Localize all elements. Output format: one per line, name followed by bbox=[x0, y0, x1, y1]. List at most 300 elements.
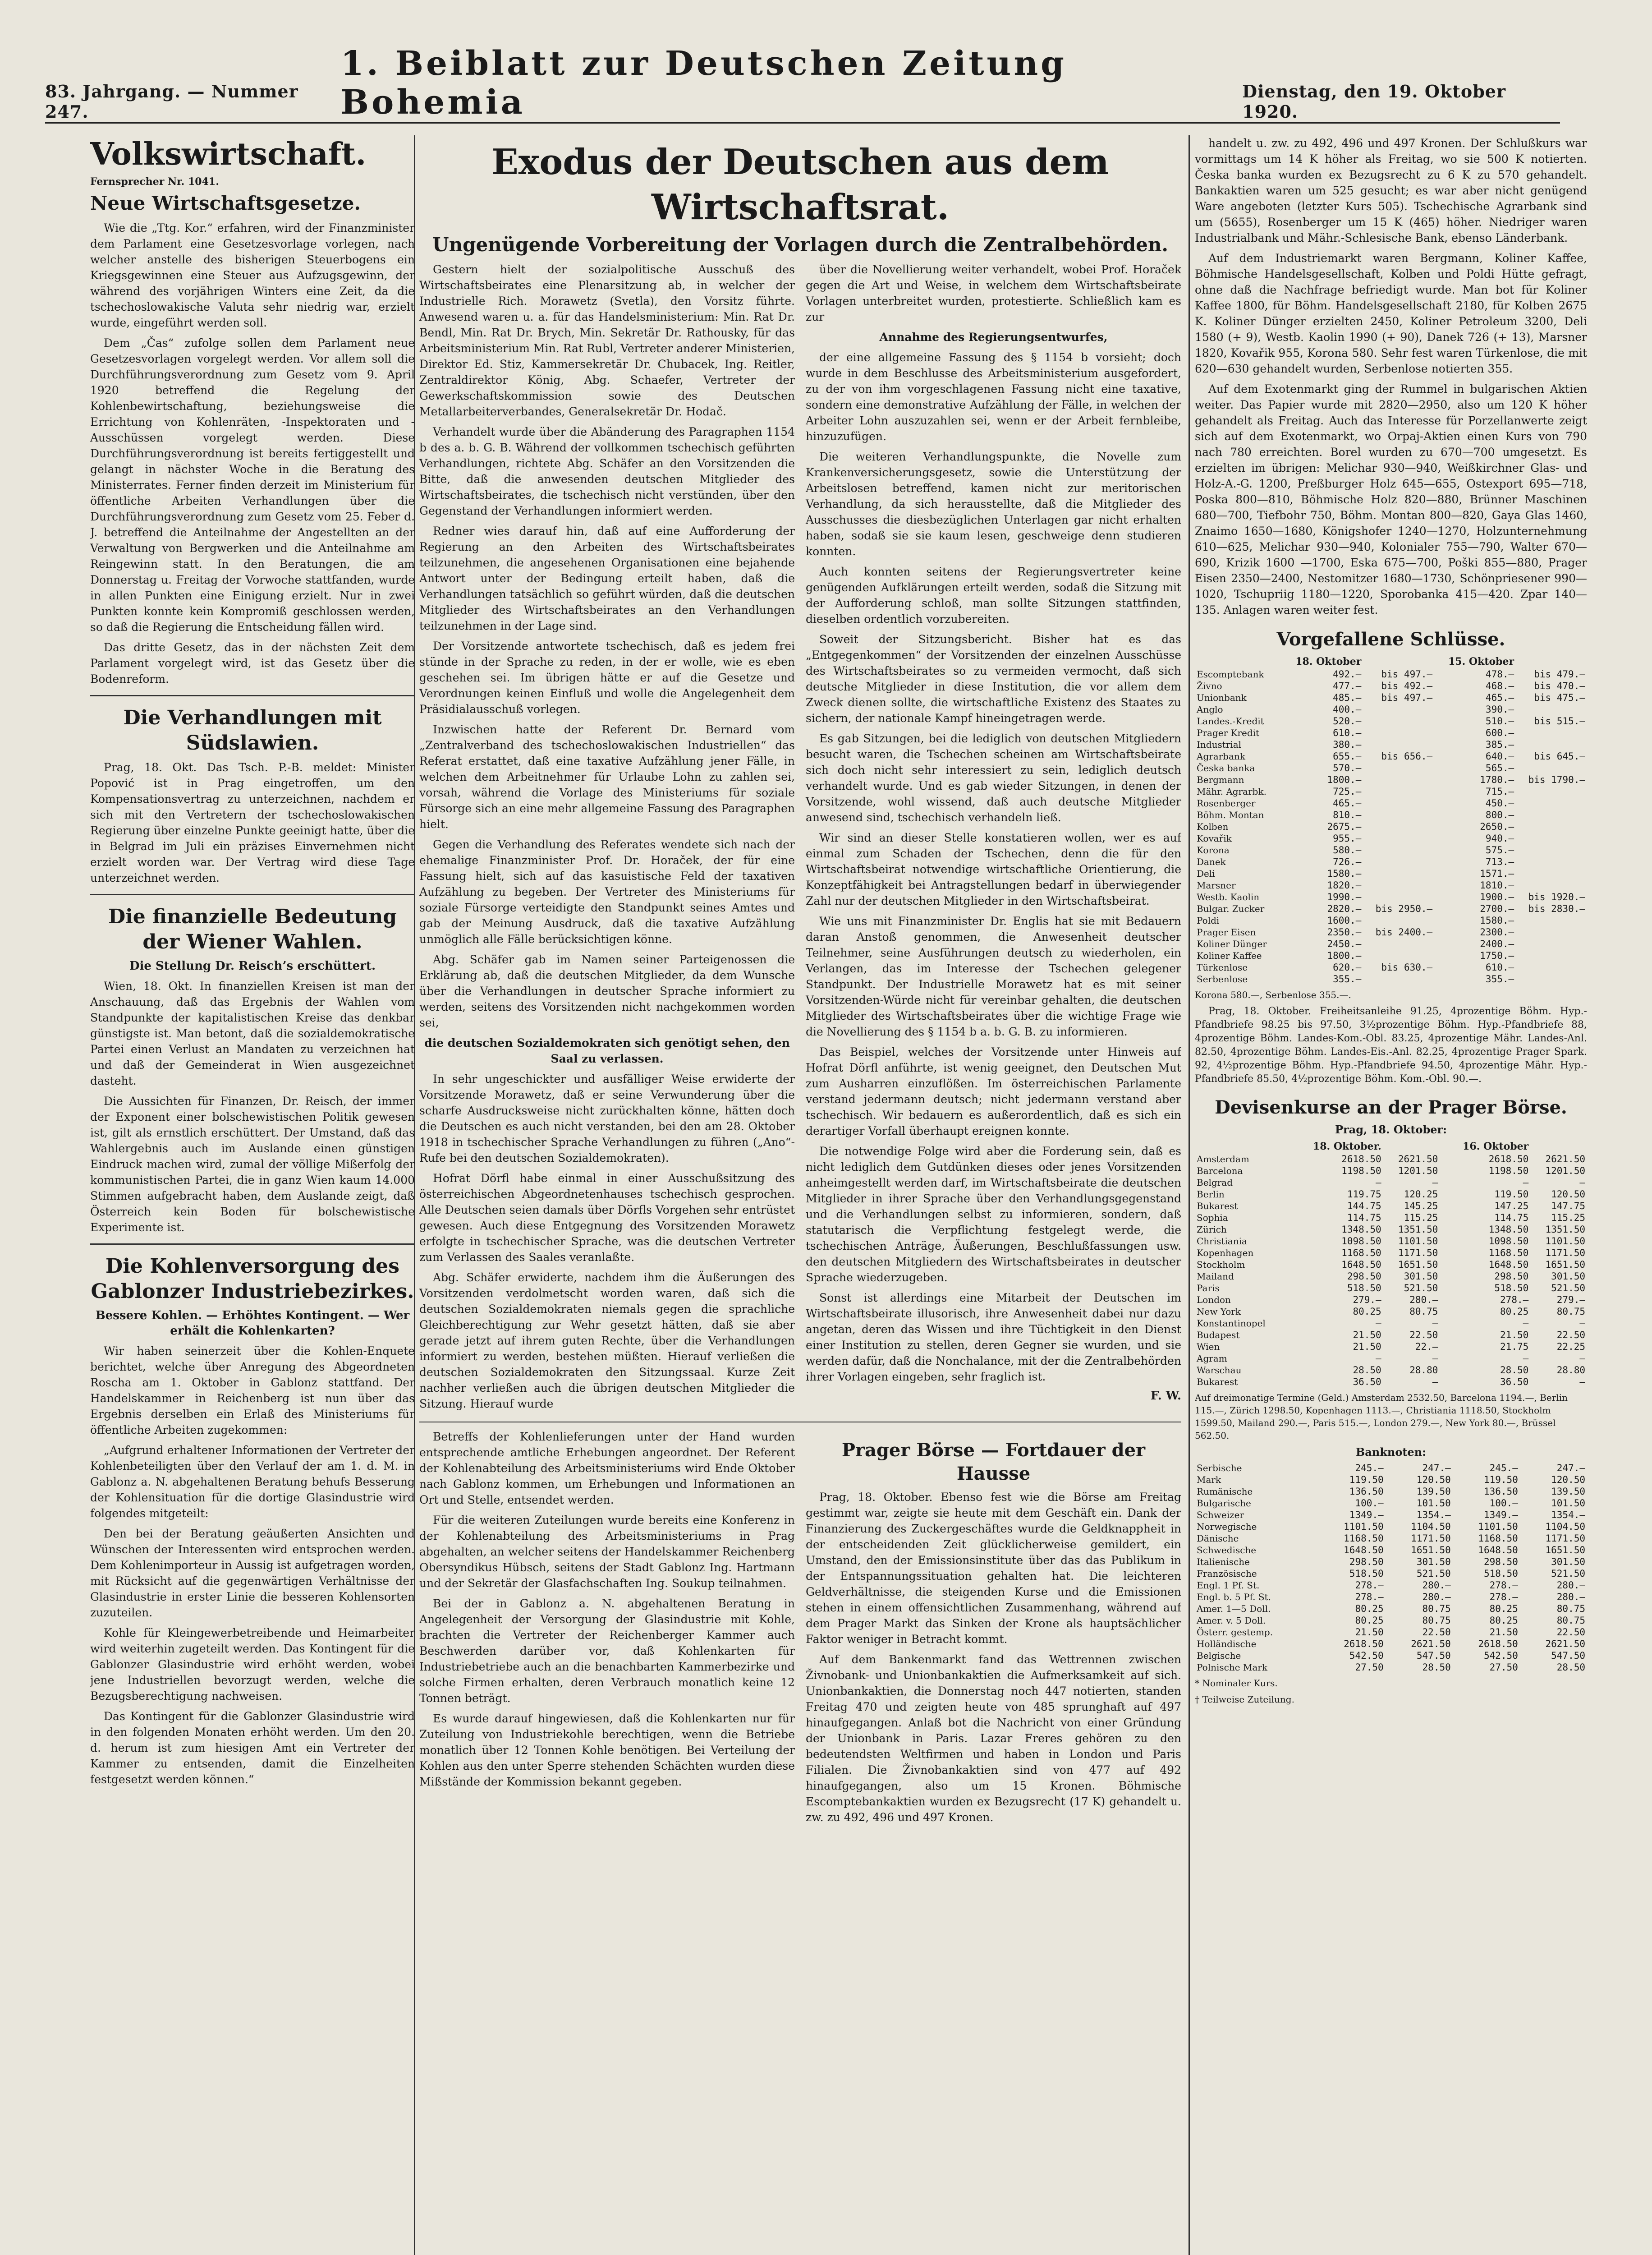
table-row bbox=[1195, 1579, 1587, 1591]
row-label: Schwedische bbox=[1197, 1545, 1257, 1555]
table-cell: 355.— bbox=[1485, 974, 1514, 985]
table-cell: bis 479.— bbox=[1534, 669, 1585, 680]
table-cell: 355.— bbox=[1333, 974, 1362, 985]
table-row bbox=[1195, 938, 1587, 950]
table-cell: 1101.50 bbox=[1478, 1521, 1518, 1532]
masthead bbox=[45, 44, 1560, 124]
table-row bbox=[1195, 1224, 1587, 1235]
table-cell: — bbox=[1432, 1318, 1438, 1329]
table-row bbox=[1195, 1364, 1587, 1376]
table-row bbox=[1195, 1568, 1587, 1579]
table-row bbox=[1195, 903, 1587, 915]
paragraph: Das Kontingent für die Gablonzer Glasindustrie wird in den folgenden Monaten erhöht werden. Um den 20. d. herum ist zum hiesigen Amt ein Vertreter der Kammer zu entsenden, damit die Einzelheiten festgesetzt werden können.“ bbox=[90, 1710, 415, 1786]
row-label: Industrial bbox=[1197, 739, 1242, 750]
table-cell: 465.— bbox=[1485, 692, 1514, 703]
paragraph: Bei der in Gablonz a. N. abgehaltenen Beratung in Angelegenheit der Versorgung der Glasindustrie mit Kohle, brachten die Vertreter der Reichenberger Kammer auch Beschwerden darüber vor, daß Kohlenkarten für Industriebetriebe auch an die benachbarten Kammerbezirke und solche Firmen erhalten, deren Verbrauch monatlich keine 12 Tonnen beträgt. bbox=[419, 1597, 795, 1705]
table-cell: 301.50 bbox=[1416, 1556, 1451, 1567]
table-cell bbox=[1363, 844, 1434, 856]
table-cell: 1349.— bbox=[1349, 1509, 1384, 1520]
table-row bbox=[1195, 1212, 1587, 1224]
table-row bbox=[1195, 821, 1587, 833]
paragraph: Redner wies darauf hin, daß auf eine Aufforderung der Regierung an den Arbeiten des Wirtschaftsbeirates teilzunehmen, die angesehenen Organisationen eine bejahende Antwort unter der Bedingung erteilt haben, daß die Verhandlungen tatsächlich so geführt würden, daß die deutschen Mitglieder des Wirtschaftsbeirates an den Verhandlungen teilzunehmen in der Lage sind. bbox=[419, 525, 795, 632]
row-label: Bukarest bbox=[1197, 1376, 1238, 1387]
paragraph: Dem „Čas“ zufolge sollen dem Parlament neue Gesetzesvorlagen vorgelegt werden. Vor allem soll die Durchführungsverordnung zum Gesetz vom 9. April 1920 betreffend die Regelung der Kohlenbewirtschaftung, beziehungsweise die Errichtung von Kohlenräten, -Inspektoraten und -Ausschüssen vorgelegt werden. Diese Durchführungsverordnung ist bereits fertiggestellt und gelangt in nächster Woche in die Beratung des Ministerrates. Ferner finden derzeit im Ministerium für öffentliche Arbeiten Verhandlungen über die Durchführungsverordnung zum Gesetz vom 25. Feber d. J. betreffend die Anteilnahme der Angestellten an der Verwaltung von Bergwerken und die Anteilnahme am Reingewinn statt. In den Beratungen, die am Donnerstag u. Freitag der Vorwoche stattfanden, wurde in allen Punkten eine Einigung erzielt. Nur in zwei Punkten konnte kein Kompromiß geschlossen werden, so daß die Regierung die Entscheidung fällen wird. bbox=[90, 336, 415, 634]
table-cell: — bbox=[1523, 1177, 1529, 1188]
table-cell: 101.50 bbox=[1551, 1498, 1585, 1509]
emphasis-line: Annahme des Regierungsentwurfes, bbox=[879, 331, 1108, 344]
paragraph: Wien, 18. Okt. In finanziellen Kreisen ist man der Anschauung, daß das Ergebnis der Wahlen vom Standpunkte der kapitalistischen Kreise das denkbar günstigste ist. Man betont, daß die sozialdemokratische Partei einen Verlust an Mandaten zu verzeichnen hat und daß der Gemeinderat in Wien ausgezeichnet dasteht. bbox=[90, 980, 415, 1087]
table-cell: 115.25 bbox=[1404, 1212, 1438, 1223]
table-cell: 520.— bbox=[1333, 716, 1362, 727]
table-cell: 247.— bbox=[1556, 1463, 1585, 1473]
table-cell: 521.50 bbox=[1404, 1283, 1438, 1293]
paragraph: der eine allgemeine Fassung des § 1154 b vorsieht; doch wurde in dem Beschlusse des Arbeitsministerium ausgefordert, zu der von ihm vorgeschlagenen Fassung nicht eine taxative, sondern eine demonstrative Aufzählung der Fälle, in welchen der Arbeiter Lohn auszuzahlen sei, wenn er der Arbeit fernbleibe, hinzuzufügen. bbox=[806, 351, 1181, 443]
table-cell: 28.80 bbox=[1409, 1365, 1438, 1376]
table-cell bbox=[1516, 704, 1587, 715]
table-cell: 575.— bbox=[1485, 845, 1514, 856]
table-cell: 1171.50 bbox=[1545, 1247, 1585, 1258]
table-cell: 1104.50 bbox=[1545, 1521, 1585, 1532]
table-cell: 518.50 bbox=[1349, 1568, 1384, 1579]
table-cell: 2618.50 bbox=[1478, 1638, 1518, 1649]
table-cell: 279.— bbox=[1556, 1294, 1585, 1305]
table-cell: 80.75 bbox=[1422, 1603, 1451, 1614]
closing-prices-table bbox=[1195, 655, 1587, 985]
paragraph: Kohle für Kleingewerbetreibende und Heimarbeiter wird weiterhin zugeteilt werden. Das Kontingent für die Gablonzer Glasindustrie wird erhöht werden, wobei jene Industriellen bevorzugt werden, welche die Bezugsberechtigung nachweisen. bbox=[90, 1626, 415, 1703]
table-row bbox=[1195, 915, 1587, 926]
row-label: Christiania bbox=[1197, 1236, 1247, 1247]
row-label: Österr. gestemp. bbox=[1197, 1627, 1273, 1638]
row-label: Česka banka bbox=[1197, 763, 1255, 773]
table-row bbox=[1195, 1544, 1587, 1556]
paragraph: In sehr ungeschickter und ausfälliger Weise erwiderte der Vorsitzende Morawetz, daß er seine Verwunderung über die scharfe Ausdrucksweise nicht zurückhalten könne, hätten doch die Deutschen es auch nicht verstanden, bei den am 28. Oktober 1918 in tschechischer Sprache Verhandlungen zu führen („Ano“-Rufe bei den deutschen Sozialdemokraten). bbox=[419, 1072, 795, 1164]
lower-columns bbox=[419, 1429, 1181, 1830]
article-body bbox=[90, 220, 415, 687]
table-cell: 1198.50 bbox=[1488, 1165, 1529, 1176]
table-row bbox=[1195, 680, 1587, 692]
column-economy bbox=[90, 135, 415, 2255]
table-cell bbox=[1363, 938, 1434, 950]
table-cell: 2618.50 bbox=[1341, 1154, 1381, 1164]
headline: Exodus der Deutschen aus dem Wirtschaftsrat. bbox=[491, 142, 1109, 228]
table-cell: 1101.50 bbox=[1545, 1236, 1585, 1247]
table-cell: bis 645.— bbox=[1534, 751, 1585, 762]
table-cell: 940.— bbox=[1485, 833, 1514, 844]
row-label: Rosenberger bbox=[1197, 798, 1256, 809]
table-row bbox=[1195, 1177, 1587, 1188]
column-markets bbox=[1195, 135, 1587, 2255]
table-row bbox=[1195, 891, 1587, 903]
table-cell: 301.50 bbox=[1404, 1271, 1438, 1282]
article-title: Prager Börse — Fortdauer der Hausse bbox=[841, 1440, 1146, 1484]
row-label: Amsterdam bbox=[1197, 1154, 1249, 1164]
table-cell: 620.— bbox=[1333, 962, 1362, 973]
table-cell: 278.— bbox=[1489, 1592, 1518, 1602]
table-cell bbox=[1363, 891, 1434, 903]
byline: F. W. bbox=[1150, 1389, 1181, 1403]
table-cell: 521.50 bbox=[1416, 1568, 1451, 1579]
table-cell: 1348.50 bbox=[1488, 1224, 1529, 1235]
row-label: Mark bbox=[1197, 1474, 1221, 1485]
paragraph: Die notwendige Folge wird aber die Forderung sein, daß es nicht lediglich dem Gutdünken dieses oder jenes Vorsitzenden anheimgestellt werden darf, im Wirtschaftsbeirate die deutschen Mitglieder in ihrer Sprache über den Verhandlungsgegenstand und die Verhandlungen selbst zu informieren, sondern, daß statutarisch die Verpflichtung festgelegt werde, die tschechischen Anträge, Äußerungen, Beschlußfassungen usw. den deutschen Mitgliedern des Wirtschaftsbeirates in deutscher Sprache wiederzugeben. bbox=[806, 1145, 1181, 1284]
table-row bbox=[1195, 774, 1587, 786]
row-label: Paris bbox=[1197, 1283, 1220, 1293]
bonds-paragraph: Prag, 18. Oktober. Freiheitsanleihe 91.25, 4prozentige Böhm. Hyp.-Pfandbriefe 98.25 bis 97.50, 3½prozentige Böhm. Hyp.-Pfandbriefe 88, 4prozentige Böhm. Landes-Kom.-Obl. 83.25, 4prozentige Mähr. Landes-Anl. 82.50, 4prozentige Böhm. Landes-Eis.-Anl. 82.25, 4prozentige Prager Spark. 92, 4½prozentige Böhm. Hyp.-Pfandbriefe 94.50, 4prozentige Mähr. Hyp.-Pfandbriefe 85.50, 4½prozentige Böhm. Kom.-Obl. 90.—. bbox=[1195, 1006, 1587, 1085]
table-row bbox=[1195, 704, 1587, 715]
table-cell: 1648.50 bbox=[1344, 1545, 1384, 1555]
stock-exchange-article bbox=[806, 1429, 1181, 1830]
paragraph: über die Novellierung weiter verhandelt, wobei Prof. Horaček gegen die Art und Weise, in welchem dem Wirtschaftsbeirate Vorlagen unterbreitet wurden, protestierte. Schließlich kam es zur bbox=[806, 263, 1181, 323]
table-row bbox=[1195, 1626, 1587, 1638]
table-cell: 1349.— bbox=[1483, 1509, 1518, 1520]
paragraph: Es gab Sitzungen, bei die lediglich von deutschen Mitgliedern besucht waren, die Tschechen scheinen am Wirtschaftsbeirate sich doch nicht sehr interessiert zu sein, lediglich deutsch verhandelt wurde. Und es gab wieder Sitzungen, in denen der Vorsitzende, wohl wissend, daß auch deutsche Mitglieder anwesend sind, tschechisch verhandeln ließ. bbox=[806, 732, 1181, 824]
table-cell bbox=[1516, 844, 1587, 856]
row-label: Warschau bbox=[1197, 1365, 1242, 1376]
table-cell: bis 497.— bbox=[1381, 669, 1433, 680]
row-label: Engl. b. 5 Pf. St. bbox=[1197, 1592, 1271, 1602]
table-cell: 1354.— bbox=[1416, 1509, 1451, 1520]
table-cell: 120.50 bbox=[1551, 1474, 1585, 1485]
table-cell bbox=[1363, 762, 1434, 774]
table-cell: 1780.— bbox=[1480, 774, 1514, 785]
paragraph: Sonst ist allerdings eine Mitarbeit der Deutschen im Wirtschaftsbeirate illusorisch, ihre Anwesenheit dabei nur dazu angetan, deren das Wissen und ihre Tüchtigkeit in den Dienst einer Institution zu stellen, deren Gegner sie wurden, und sie werden dafür, daß die Nonchalance, mit der die Zentralbehörden ihrer Vorlagen eingeben, sehr fraglich ist. bbox=[806, 1291, 1181, 1383]
table-row bbox=[1195, 856, 1587, 868]
table-cell: — bbox=[1432, 1353, 1438, 1364]
table-cell bbox=[1516, 879, 1587, 891]
row-label: Marsner bbox=[1197, 880, 1236, 891]
paragraph: „Aufgrund erhaltener Informationen der Vertreter der Kohlenbeteiligten über den Verlauf der am 1. d. M. in Gablonz a. N. abgehaltenen Beratung behufs Besserung der Kohlensituation für die dortige Glasindustrie wird folgendes mitgeteilt: bbox=[90, 1444, 415, 1520]
table-cell: 1168.50 bbox=[1488, 1247, 1529, 1258]
table-cell: 21.50 bbox=[1353, 1330, 1381, 1340]
section-title: Volkswirtschaft. bbox=[90, 136, 367, 172]
table-row bbox=[1195, 1650, 1587, 1661]
footnote: † Teilweise Zuteilung. bbox=[1195, 1694, 1294, 1705]
table-cell: 28.50 bbox=[1556, 1662, 1585, 1673]
table-cell bbox=[1363, 868, 1434, 879]
table-row bbox=[1195, 1259, 1587, 1270]
table-cell: bis 497.— bbox=[1381, 692, 1433, 703]
paragraph: Verhandelt wurde über die Abänderung des Paragraphen 1154 b des a. b. G. B. Während der vollkommen tschechisch geführten Verhandlungen, richtete Abg. Schäfer an den Vorsitzenden die Bitte, daß die anwesenden deutschen Mitglieder des Wirtschaftsbeirates, die tschechisch nicht verstünden, über den Gegenstand der Verhandlungen informiert werden. bbox=[419, 425, 795, 517]
table-cell: 147.75 bbox=[1551, 1201, 1585, 1211]
divider bbox=[90, 894, 415, 895]
table-cell: 2621.50 bbox=[1398, 1154, 1438, 1164]
paragraph: handelt u. zw. zu 492, 496 und 497 Kronen. Der Schlußkurs war vormittags um 14 K höher als Freitag, wo sie 500 K notierten. Česka banka wurden ex Bezugsrecht zu 6 K zu 570 gehandelt. Bankaktien waren um 525 gesucht; es war aber nicht genügend Ware angeboten (letzter Kurs 505). Tschechische Agrarbank sind um (5655), Rosenberger um 15 K (465) höher. Niedriger waren Industrialbank und Mähr.-Schlesische Bank, ebenso Länderbank. bbox=[1195, 137, 1587, 244]
table-row bbox=[1195, 1282, 1587, 1294]
table-cell: 1648.50 bbox=[1341, 1259, 1381, 1270]
row-label: Serbische bbox=[1197, 1463, 1242, 1473]
table-cell: 80.75 bbox=[1556, 1306, 1585, 1317]
table-cell: 1348.50 bbox=[1341, 1224, 1381, 1235]
row-label: Sophia bbox=[1197, 1212, 1228, 1223]
table-cell: 1651.50 bbox=[1411, 1545, 1451, 1555]
paragraph: Auch konnten seitens der Regierungsvertreter keine genügenden Aufklärungen erteilt werden, sodaß die Sitzung mit der Aufforderung schloß, man sollte Sitzungen stattfinden, dieselben ordentlich vorzubereiten. bbox=[806, 565, 1181, 626]
table-cell: bis 2830.— bbox=[1528, 903, 1585, 914]
table-cell: 2675.— bbox=[1327, 821, 1362, 832]
table-cell: 1101.50 bbox=[1398, 1236, 1438, 1247]
table-header-row bbox=[1195, 655, 1587, 668]
table-cell bbox=[1363, 704, 1434, 715]
table-cell: 565.— bbox=[1485, 763, 1514, 773]
emphasis-line: die deutschen Sozialdemokraten sich genötigt sehen, den Saal zu verlassen. bbox=[424, 1036, 790, 1065]
table-row bbox=[1195, 739, 1587, 750]
table-cell: 725.— bbox=[1333, 786, 1362, 797]
table-cell: 1351.50 bbox=[1545, 1224, 1585, 1235]
paragraph: Wir sind an dieser Stelle konstatieren wollen, wer es auf einmal zum Schaden der Tschechen, denn die für den Wirtschaftsbeirat notwendige wirtschaftliche Orientierung, die Konzeptfähigkeit bei Antragstellungen bedarf in überwiegender Zahl nur der deutschen Mitglieder in den Wirtschaftsbeirat. bbox=[806, 831, 1181, 907]
table-cell: 278.— bbox=[1355, 1592, 1384, 1602]
row-label: Poldi bbox=[1197, 915, 1220, 926]
table-cell: 1168.50 bbox=[1344, 1533, 1384, 1544]
table-row bbox=[1195, 1556, 1587, 1568]
table-cell: 280.— bbox=[1422, 1580, 1451, 1591]
row-label: Westb. Kaolin bbox=[1197, 892, 1260, 902]
table-cell: bis 1920.— bbox=[1528, 892, 1585, 902]
table-cell: 1198.50 bbox=[1341, 1165, 1381, 1176]
paragraph: Wie die „Ttg. Kor.“ erfahren, wird der Finanzminister dem Parlament eine Gesetzesvorlage vorlegen, nach welcher anstelle des bisherigen Steuerbogens ein Kriegsgewinnen eine Steuer aus Aufzugsgewinn, der während des vorjährigen Winters eine Zeit, da die tschechoslowakische Valuta sehr niedrig war, erzielt wurde, eingeführt werden soll. bbox=[90, 221, 415, 329]
table-row bbox=[1195, 797, 1587, 809]
row-label: Stockholm bbox=[1197, 1259, 1245, 1270]
table-header-row bbox=[1195, 1140, 1587, 1153]
column-header bbox=[1195, 1140, 1289, 1153]
table-cell: bis 1790.— bbox=[1528, 774, 1585, 785]
article-title: Die Kohlenversorgung des Gablonzer Industriebezirkes. bbox=[91, 1255, 414, 1303]
table-row bbox=[1195, 973, 1587, 985]
table-cell: 280.— bbox=[1422, 1592, 1451, 1602]
table-cell: — bbox=[1523, 1353, 1529, 1364]
column-header: 15. Oktober bbox=[1448, 656, 1514, 667]
paragraph: Der Vorsitzende antwortete tschechisch, daß es jedem frei stünde in der Sprache zu reden, in der er wolle, wie es eben geschehen sei. Im übrigen hätte er auf die Gesetze und Verordnungen keinen Einfluß und wolle die Angelegenheit dem Präsidialausschuß vorlegen. bbox=[419, 640, 795, 716]
table-row bbox=[1195, 1200, 1587, 1212]
table-cell: — bbox=[1579, 1353, 1585, 1364]
table-cell: 298.50 bbox=[1494, 1271, 1529, 1282]
row-label: Prager Kredit bbox=[1197, 727, 1260, 738]
paragraph: Es wurde darauf hingewiesen, daß die Kohlenkarten nur für Zuteilung von Industriekohle berechtigen, wenn die Betriebe monatlich über 12 Tonnen Kohle benötigen. Bei Verteilung der Kohlen aus den unter Sperre stehenden Schächten wurden diese Mißstände der Kommission bekannt gegeben. bbox=[419, 1712, 795, 1788]
table-cell: 115.25 bbox=[1551, 1212, 1585, 1223]
table-row bbox=[1195, 1603, 1587, 1615]
table-cell: 21.50 bbox=[1353, 1341, 1381, 1352]
table-cell: bis 2400.— bbox=[1375, 927, 1433, 938]
table-cell: 655.— bbox=[1333, 751, 1362, 762]
table-subtitle: Prag, 18. Oktober: bbox=[1335, 1123, 1447, 1136]
table-cell: 510.— bbox=[1485, 716, 1514, 727]
row-label: Konstantinopel bbox=[1197, 1318, 1266, 1329]
table-cell: 390.— bbox=[1485, 704, 1514, 715]
column-header bbox=[1363, 655, 1434, 668]
row-label: Budapest bbox=[1197, 1330, 1240, 1340]
table-cell: 22.50 bbox=[1556, 1330, 1585, 1340]
article-title: Neue Wirtschaftsgesetze. bbox=[90, 192, 361, 214]
table-row bbox=[1195, 1317, 1587, 1329]
table-cell: 28.50 bbox=[1353, 1365, 1381, 1376]
column-main-article bbox=[419, 135, 1181, 2255]
table-cell: 147.25 bbox=[1494, 1201, 1529, 1211]
table-cell: 301.50 bbox=[1551, 1271, 1585, 1282]
row-label: Belgrad bbox=[1197, 1177, 1233, 1188]
table-row bbox=[1195, 844, 1587, 856]
table-cell bbox=[1516, 973, 1587, 985]
table-row bbox=[1195, 1638, 1587, 1650]
column-header: 16. Oktober bbox=[1463, 1141, 1529, 1152]
paragraph: Hofrat Dörfl habe einmal in einer Ausschußsitzung des österreichischen Abgeordnetenhauses tschechisch gesprochen. Alle Deutschen seien damals über Dörfls Vorgehen sehr entrüstet gewesen. Auch diese Entgegnung des Vorsitzenden Morawetz erfolgte in tschechischer Sprache, was die deutschen Vertreter zum Verlassen des Saales veranlaßte. bbox=[419, 1172, 795, 1264]
table-cell: 450.— bbox=[1485, 798, 1514, 809]
table-row bbox=[1195, 1341, 1587, 1353]
column-header: 18. Oktober bbox=[1295, 656, 1362, 667]
table-cell: 1800.— bbox=[1327, 950, 1362, 961]
table-cell: 80.75 bbox=[1556, 1603, 1585, 1614]
row-label: Kolben bbox=[1197, 821, 1229, 832]
table-cell: 80.25 bbox=[1489, 1615, 1518, 1626]
table-cell: 80.75 bbox=[1422, 1615, 1451, 1626]
banknotes-title: Banknoten: bbox=[1355, 1445, 1427, 1459]
table-cell: 2650.— bbox=[1480, 821, 1514, 832]
table-cell: 145.25 bbox=[1404, 1201, 1438, 1211]
table-cell: 114.75 bbox=[1494, 1212, 1529, 1223]
row-label: Amer. v. 5 Doll. bbox=[1197, 1615, 1266, 1626]
table-cell: 1750.— bbox=[1480, 950, 1514, 961]
table-cell bbox=[1516, 833, 1587, 844]
table-cell: 468.— bbox=[1485, 681, 1514, 691]
article-deck: Bessere Kohlen. — Erhöhtes Kontingent. — Wer erhält die Kohlenkarten? bbox=[95, 1309, 410, 1338]
table-cell: 139.50 bbox=[1551, 1486, 1585, 1497]
table-cell: 28.80 bbox=[1556, 1365, 1585, 1376]
table-row bbox=[1195, 868, 1587, 879]
table-cell: 27.50 bbox=[1355, 1662, 1384, 1673]
table-cell: — bbox=[1432, 1376, 1438, 1387]
paragraph: Wie uns mit Finanzminister Dr. Englis hat sie mit Bedauern daran Anstoß genommen, die Anwesenheit deutscher Teilnehmer, seine Ausführungen deutsch zu wiederholen, ein Verlangen, das im Interesse der Tschechen gelegener Standpunkt. Der Industrielle Morawetz hat es mit seiner Vorsitzenden-Würde nicht für vereinbar gehalten, die deutschen Mitglieder des Wirtschaftsbeirates über die wichtige Frage wie die Novellierung des § 1154 b a. b. G. B. zu informieren. bbox=[806, 915, 1181, 1038]
table-cell: 101.50 bbox=[1416, 1498, 1451, 1509]
table-cell: bis 630.— bbox=[1381, 962, 1433, 973]
table-cell: 518.50 bbox=[1483, 1568, 1518, 1579]
table-cell: 80.75 bbox=[1556, 1615, 1585, 1626]
table-row bbox=[1195, 926, 1587, 938]
table-cell: 119.50 bbox=[1349, 1474, 1384, 1485]
issue-date: Dienstag, den 19. Oktober 1920. bbox=[1242, 81, 1506, 122]
table-cell: 80.75 bbox=[1409, 1306, 1438, 1317]
table-cell: 1580.— bbox=[1327, 868, 1362, 879]
row-label: London bbox=[1197, 1294, 1231, 1305]
table-cell bbox=[1363, 821, 1434, 833]
row-label: Polnische Mark bbox=[1197, 1662, 1267, 1673]
table-cell: 478.— bbox=[1485, 669, 1514, 680]
table-row bbox=[1195, 1591, 1587, 1603]
article-columns bbox=[419, 262, 1181, 1416]
table-row bbox=[1195, 786, 1587, 797]
paragraph: Die Aussichten für Finanzen, Dr. Reisch, der immer der Exponent einer bolschewistischen Politik gewesen ist, gilt als ernstlich erschüttert. Der Umstand, daß das Wahlergebnis auch im Auslande einen günstigen Eindruck machen wird, zumal der völlige Mißerfolg der kommunistischen Partei, die in ganz Wien kaum 14.000 Stimmen aufgebracht haben, dem Auslande zeigt, daß Österreich kein Boden für bolschewistische Experimente ist. bbox=[90, 1095, 415, 1234]
table-cell: 100.— bbox=[1489, 1498, 1518, 1509]
table-cell: 278.— bbox=[1489, 1580, 1518, 1591]
paragraph: Abg. Schäfer erwiderte, nachdem ihm die Äußerungen des Vorsitzenden verdolmetscht worden waren, daß sich die deutschen Sozialdemokraten niemals gegen die sprachliche Gleichberechtigung zur Wehr gesetzt hätten, daß sie aber gerade jetzt auf ihrem guten Rechte, über die Verhandlungen informiert zu werden, bestehen müßten. Hierauf verließen die deutschen Sozialdemokraten den Sitzungssaal. Kurze Zeit nachher verließen auch die übrigen deutschen Mitglieder die Sitzung. Hierauf wurde bbox=[419, 1271, 795, 1410]
table-cell bbox=[1516, 762, 1587, 774]
article-deck: Die Stellung Dr. Reisch’s erschüttert. bbox=[129, 959, 376, 973]
table-cell: 1168.50 bbox=[1478, 1533, 1518, 1544]
table-cell: 279.— bbox=[1353, 1294, 1381, 1305]
table-cell: 2300.— bbox=[1480, 927, 1514, 938]
table-row bbox=[1195, 668, 1587, 680]
row-label: Koliner Kaffee bbox=[1197, 950, 1262, 961]
row-label: Wien bbox=[1197, 1341, 1220, 1352]
table-cell bbox=[1363, 973, 1434, 985]
supplement-title: 1. Beiblatt zur Deutschen Zeitung Bohemia bbox=[340, 44, 1067, 122]
table-row bbox=[1195, 1329, 1587, 1341]
table-cell: 385.— bbox=[1485, 739, 1514, 750]
table-cell: 1580.— bbox=[1480, 915, 1514, 926]
table-cell: 21.75 bbox=[1500, 1341, 1529, 1352]
table-row bbox=[1195, 1521, 1587, 1532]
table-row bbox=[1195, 962, 1587, 973]
row-label: Zürich bbox=[1197, 1224, 1227, 1235]
table-cell: 301.50 bbox=[1551, 1556, 1585, 1567]
table-cell: 1600.— bbox=[1327, 915, 1362, 926]
table-row bbox=[1195, 715, 1587, 727]
table-row bbox=[1195, 1294, 1587, 1306]
table-row bbox=[1195, 1153, 1587, 1165]
table-cell: 80.25 bbox=[1355, 1603, 1384, 1614]
table-cell: 2350.— bbox=[1327, 927, 1362, 938]
coal-notice bbox=[419, 1429, 795, 1830]
table-title: Vorgefallene Schlüsse. bbox=[1276, 629, 1505, 650]
forward-rates-note: Auf dreimonatige Termine (Geld.) Amsterdam 2532.50, Barcelona 1194.—, Berlin 115.—, Zürich 1298.50, Kopenhagen 1113.—, Christiania 1118.50, Stockholm 1599.50, Mailand 290.—, Paris 515.—, London 279.—, New York 80.—, Brüssel 562.50. bbox=[1195, 1392, 1568, 1441]
table-cell: 610.— bbox=[1485, 962, 1514, 973]
table-cell: 2820.— bbox=[1327, 903, 1362, 914]
phone-number: Fernsprecher Nr. 1041. bbox=[90, 176, 219, 188]
table-cell: 298.50 bbox=[1349, 1556, 1384, 1567]
table-cell: 1098.50 bbox=[1341, 1236, 1381, 1247]
table-cell bbox=[1363, 915, 1434, 926]
row-label: Engl. 1 Pf. St. bbox=[1197, 1580, 1260, 1591]
table-cell: 810.— bbox=[1333, 810, 1362, 820]
table-cell: 2621.50 bbox=[1545, 1154, 1585, 1164]
table-cell: 80.25 bbox=[1500, 1306, 1529, 1317]
paragraph: Den bei der Beratung geäußerten Ansichten und Wünschen der Interessenten wird entsprochen werden. Dem Kohlenimporteur in Aussig ist aufgetragen worden, mit Rücksicht auf die gegenwärtigen Verhältnisse der Glasindustrie in erster Linie die besseren Kohlensorten zuzuteilen. bbox=[90, 1527, 415, 1619]
table-cell: 119.50 bbox=[1483, 1474, 1518, 1485]
table-cell bbox=[1363, 727, 1434, 739]
table-cell: 28.50 bbox=[1500, 1365, 1529, 1376]
paragraph: Auf dem Bankenmarkt fand das Wettrennen zwischen Živnobank- und Unionbankaktien die Aufmerksamkeit auf sich. Unionbankaktien, die Donnerstag noch 447 notierten, standen Freitag 470 und zeigten heute von 485 sprunghaft auf 497 hinaufgegangen. Anlaß bot die Nachricht von einer Gründung der Unionbank in Paris. Lazar Freres gehören zu den bedeutendsten Weltfirmen und haben in London und Paris Filialen. Die Živnobankaktien sind von 477 auf 492 hinaufgegangen, also um 15 Kronen. Böhmische Escomptebankaktien wurden ex Bezugsrecht (17 K) gehandelt u. zw. zu 492, 496 und 497 Kronen. bbox=[806, 1653, 1181, 1824]
row-label: Mähr. Agrarbk. bbox=[1197, 786, 1267, 797]
table-cell bbox=[1363, 797, 1434, 809]
row-label: Escomptebank bbox=[1197, 669, 1264, 680]
table-cell: 21.50 bbox=[1489, 1627, 1518, 1638]
table-cell: 28.50 bbox=[1422, 1662, 1451, 1673]
row-label: Serbenlose bbox=[1197, 974, 1248, 985]
table-cell: 1990.— bbox=[1327, 892, 1362, 902]
table-cell: 713.— bbox=[1485, 856, 1514, 867]
table-cell: 1648.50 bbox=[1488, 1259, 1529, 1270]
table-cell bbox=[1363, 950, 1434, 962]
table-cell: 280.— bbox=[1409, 1294, 1438, 1305]
table-cell: 247.— bbox=[1422, 1463, 1451, 1473]
table-cell: 580.— bbox=[1333, 845, 1362, 856]
paragraph: Wir haben seinerzeit über die Kohlen-Enquete berichtet, welche über Anregung des Abgeordneten Roscha am 1. Oktober in Gablonz stattfand. Der Handelskammer in Reichenberg ist nun über das Ergebnis derselben ein Erlaß des Ministeriums für öffentliche Arbeiten zugekommen: bbox=[90, 1344, 415, 1436]
table-cell bbox=[1516, 739, 1587, 750]
table-cell: 465.— bbox=[1333, 798, 1362, 809]
table-row bbox=[1195, 1486, 1587, 1497]
table-row bbox=[1195, 1270, 1587, 1282]
row-label: Agram bbox=[1197, 1353, 1227, 1364]
table-cell: 280.— bbox=[1556, 1580, 1585, 1591]
row-label: Barcelona bbox=[1197, 1165, 1243, 1176]
row-label: Berlin bbox=[1197, 1189, 1225, 1200]
row-label: Norwegische bbox=[1197, 1521, 1257, 1532]
paragraph: Das Beispiel, welches der Vorsitzende unter Hinweis auf Hofrat Dörfl anführte, ist wenig geeignet, den Deutschen Mut zum Ausharren einzuflößen. Im österreichischen Parlamente verstand jedermann deutsch; nicht jedermann verstand aber tschechisch. Wir bedauern es außerordentlich, daß es sich ein derartiger Vorfall überhaupt ereignen konnte. bbox=[806, 1045, 1181, 1137]
table-cell: 245.— bbox=[1489, 1463, 1518, 1473]
table-cell: 1171.50 bbox=[1398, 1247, 1438, 1258]
table-cell: — bbox=[1579, 1177, 1585, 1188]
table-cell: 1900.— bbox=[1480, 892, 1514, 902]
table-row bbox=[1195, 1661, 1587, 1673]
paragraph: Abg. Schäfer gab im Namen seiner Parteigenossen die Erklärung ab, daß die deutschen Mitglieder, da dem Wunsche über die Verhandlungen in deutscher Sprache informiert zu werden, seitens des Vorsitzenden nicht nachgekommen worden sei, bbox=[419, 953, 795, 1029]
table-row bbox=[1195, 1165, 1587, 1177]
article-right-column bbox=[806, 262, 1181, 1416]
